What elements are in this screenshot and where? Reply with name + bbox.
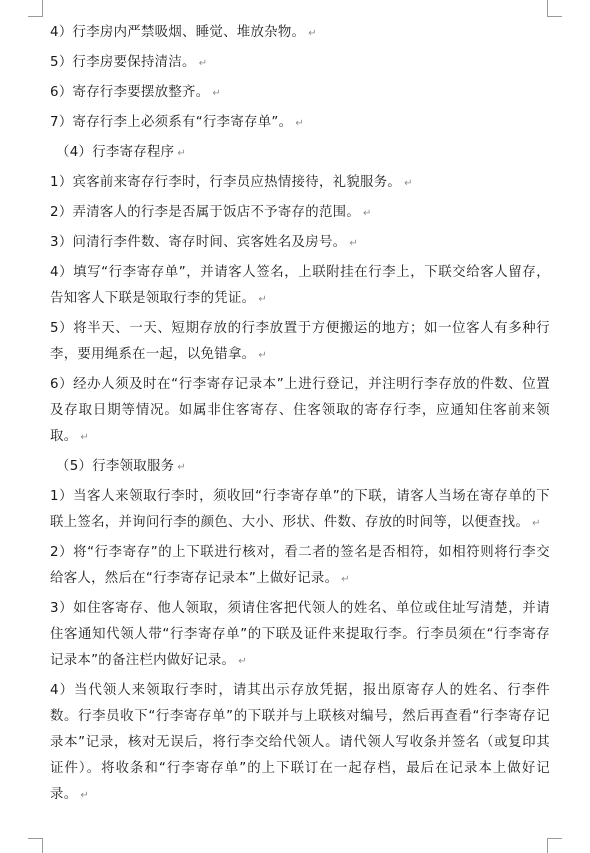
paragraph-text: 4）行李房内严禁吸烟、睡觉、堆放杂物。 bbox=[50, 25, 306, 40]
paragraph-text: 6）寄存行李要摆放整齐。 bbox=[50, 85, 210, 100]
crop-mark-top-left bbox=[28, 0, 43, 17]
paragraph bbox=[50, 372, 550, 451]
paragraph-text: 1）当客人来领取行李时，须收回“行李寄存单”的下联，请客人当场在寄存单的下联上签名，并询问行李的颜色、大小、形状、件数、存放的时间等，以便查找。 bbox=[50, 489, 550, 530]
paragraph bbox=[50, 678, 550, 809]
paragraph bbox=[50, 596, 550, 675]
paragraph-mark-icon: ↵ bbox=[295, 118, 305, 129]
paragraph bbox=[50, 540, 550, 593]
paragraph-mark-icon: ↵ bbox=[177, 148, 187, 159]
paragraph-mark-icon: ↵ bbox=[308, 28, 317, 39]
paragraph-mark-icon: ↵ bbox=[363, 208, 372, 219]
document-page bbox=[50, 20, 550, 812]
paragraph-mark-icon: ↵ bbox=[258, 350, 268, 361]
paragraph-mark-icon: ↵ bbox=[341, 574, 350, 585]
paragraph-text: （4）行李寄存程序 bbox=[56, 145, 175, 160]
paragraph-text: 2）将“行李寄存”的上下联进行核对，看二者的签名是否相符，如相符则将行李交给客人，然后在“行李寄存记录本”上做好记录。 bbox=[50, 545, 550, 586]
paragraph-mark-icon: ↵ bbox=[212, 88, 222, 99]
paragraph bbox=[50, 230, 550, 257]
paragraph-mark-icon: ↵ bbox=[198, 58, 208, 69]
paragraph bbox=[50, 260, 550, 313]
paragraph-mark-icon: ↵ bbox=[532, 518, 541, 529]
paragraph-text: 4）填写“行李寄存单”，并请客人签名，上联附挂在行李上，下联交给客人留存，告知客人下联是领取行李的凭证。 bbox=[50, 265, 550, 306]
paragraph-mark-icon: ↵ bbox=[80, 790, 90, 801]
paragraph-mark-icon: ↵ bbox=[177, 462, 187, 473]
paragraph bbox=[50, 316, 550, 369]
paragraph-mark-icon: ↵ bbox=[238, 656, 247, 667]
paragraph-text: 7）寄存行李上必须系有“行李寄存单”。 bbox=[50, 115, 293, 130]
paragraph bbox=[50, 80, 550, 107]
paragraph-text: 2）弄清客人的行李是否属于饭店不予寄存的范围。 bbox=[50, 205, 361, 220]
crop-mark-top-right bbox=[547, 0, 562, 17]
paragraph-text: 5）行李房要保持清洁。 bbox=[50, 55, 196, 70]
paragraph-text: 4）当代领人来领取行李时，请其出示存放凭据，报出原寄存人的姓名、行李件数。行李员收下“行李寄存单”的下联并与上联核对编号，然后再查看“行李寄存记录本”记录，核对无误后，将行李交给代领人。请代领人写收条并签名（或复印其证件）。将收条和“行李寄存单”的上下联订在一起存档，最后在记录本上做好记录。 bbox=[50, 683, 550, 802]
paragraph-text: 3）问清行李件数、寄存时间、宾客姓名及房号。 bbox=[50, 235, 347, 250]
paragraph bbox=[50, 50, 550, 77]
paragraph-mark-icon: ↵ bbox=[404, 178, 413, 189]
crop-mark-bottom-right bbox=[547, 838, 562, 853]
section-heading bbox=[50, 454, 550, 481]
paragraph-text: 1）宾客前来寄存行李时，行李员应热情接待，礼貌服务。 bbox=[50, 175, 402, 190]
paragraph bbox=[50, 110, 550, 137]
paragraph bbox=[50, 170, 550, 197]
paragraph-text: （5）行李领取服务 bbox=[56, 459, 175, 474]
paragraph bbox=[50, 20, 550, 47]
paragraph bbox=[50, 200, 550, 227]
paragraph-text: 3）如住客寄存、他人领取，须请住客把代领人的姓名、单位或住址写清楚，并请住客通知代领人带“行李寄存单”的下联及证件来提取行李。行李员须在“行李寄存记录本”的备注栏内做好记录。 bbox=[50, 601, 550, 668]
paragraph-mark-icon: ↵ bbox=[349, 238, 359, 249]
section-heading bbox=[50, 140, 550, 167]
crop-mark-bottom-left bbox=[28, 838, 43, 853]
paragraph-text: 5）将半天、一天、短期存放的行李放置于方便搬运的地方；如一位客人有多种行李，要用绳系在一起，以免错拿。 bbox=[50, 321, 550, 362]
paragraph-mark-icon: ↵ bbox=[80, 432, 90, 443]
paragraph-mark-icon: ↵ bbox=[258, 294, 268, 305]
paragraph bbox=[50, 484, 550, 537]
paragraph-text: 6）经办人须及时在“行李寄存记录本”上进行登记，并注明行李存放的件数、位置及存取日期等情况。如属非住客寄存、住客领取的寄存行李，应通知住客前来领取。 bbox=[50, 377, 550, 444]
